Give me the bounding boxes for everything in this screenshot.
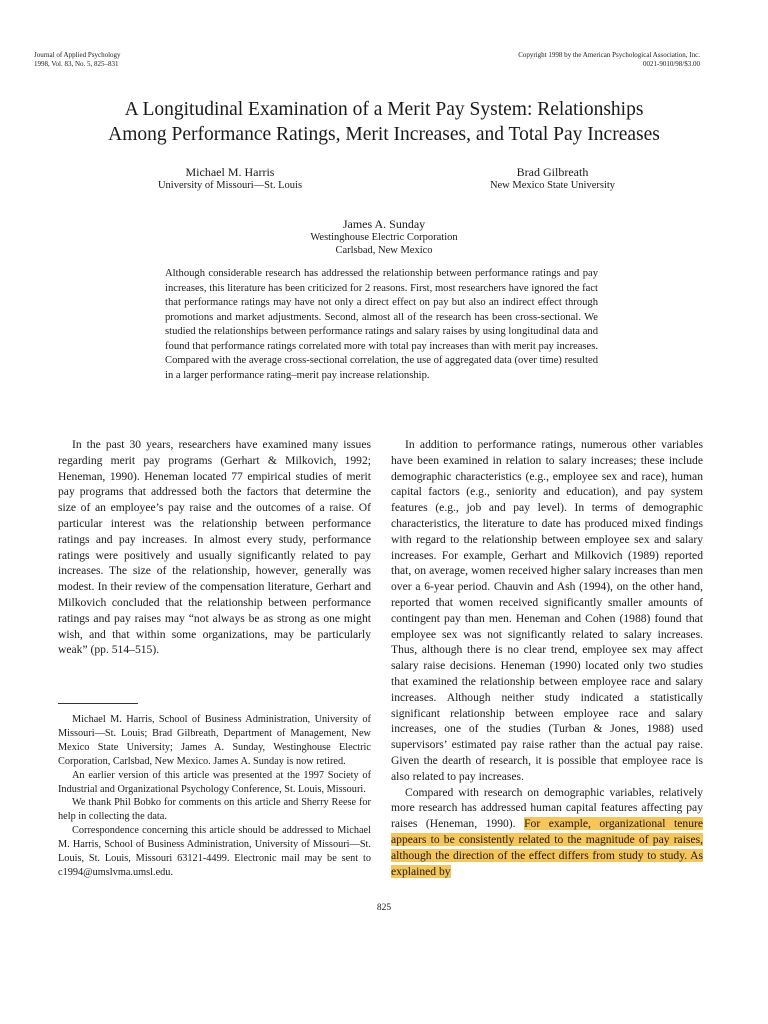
- copyright-header: [518, 51, 700, 68]
- footnote-divider: [58, 703, 138, 704]
- author-name: James A. Sunday: [342, 217, 426, 231]
- footnote-correspondence: Correspondence concerning this article should be addressed to Michael M. Harris, School of Business Administration, University of Missouri—St. Louis, St. Louis, Missouri 63121-4499. Electronic mail may be sent to c1994@umslvma.umsl.edu.: [58, 825, 371, 878]
- journal-volume: 1998, Vol. 83, No. 5, 825–831: [34, 59, 119, 68]
- copyright-line: Copyright 1998 by the American Psychological Association, Inc.: [518, 51, 700, 59]
- author-affiliation: University of Missouri—St. Louis: [157, 180, 303, 191]
- abstract: Although considerable research has addressed the relationship between performance ratings and pay increases, this literature has been criticized for 2 reasons. First, most researchers have ignored the fact that performance ratings may have not only a direct effect on pay but also an indirect effect through promotions and market adjustments. Second, almost all of the research has been cross-sectional. We studied the relationships between performance ratings and salary raises by using longitudinal data and found that performance ratings correlated more with total pay increases than with merit pay increases. Compared with the average cross-sectional correlation, the use of aggregated data (over time) resulted in a larger performance rating–merit pay increase relationship.: [165, 268, 598, 381]
- footnotes: [58, 713, 371, 880]
- highlighted-text[interactable]: For example, organizational tenure appears to be consistently related to the magnitude of pay raises, although the direction of the effect differs from study to study. As explained by: [391, 817, 703, 878]
- footnote-acknowledgments: We thank Phil Bobko for comments on this article and Sherry Reese for help in collecting the data.: [58, 797, 371, 823]
- body-paragraph: In addition to performance ratings, numerous other variables have been examined in relation to salary increases; these include demographic characteristics (e.g., employee sex and race), human capital factors (e.g., seniority and education), and pay system features (e.g., job and pay level). In terms of demographic characteristics, the literature to date has produced mixed findings with regard to the relationship between employee sex and salary increases. For example, Gerhart and Milkovich (1989) reported that, on average, women received higher salary increases than men over a 6-year period. Chauvin and Ash (1994), on the other hand, reported that women received significantly smaller amounts of contingent pay than men. Heneman and Cohen (1988) found that employee sex was not significantly related to salary increases. Thus, although there is no clear trend, employee sex may affect salary raise decisions. Heneman (1990) located only two studies that examined the relationship between employee race and salary increases. Although neither study indicated a statistically significant relationship between employee race and salary increases, one of the studies (Turban & Jones, 1988) used supervisors’ estimated pay raise rather than the actual pay raise. Given the dearth of research, it is possible that employee race is also related to pay increases.: [391, 438, 703, 783]
- title-line-1: A Longitudinal Examination of a Merit Pay System: Relationships: [124, 99, 644, 120]
- article-code: 0021-9010/98/$3.00: [643, 59, 700, 68]
- author-location: Carlsbad, New Mexico: [335, 245, 433, 256]
- author-3: [234, 217, 534, 257]
- author-affiliation: Westinghouse Electric Corporation: [310, 232, 458, 243]
- footnote-affiliations: Michael M. Harris, School of Business Administration, University of Missouri—St. Louis; Brad Gilbreath, Department of Management, New Mexico State University; James A. Sunday, Westinghouse Electric Corporation, Carlsbad, New Mexico. James A. Sunday is now retired.: [58, 714, 371, 767]
- article-title: [20, 97, 748, 147]
- body-paragraph: In the past 30 years, researchers have examined many issues regarding merit pay programs (Gerhart & Milkovich, 1992; Heneman, 1990). Heneman located 77 empirical studies of merit pay programs that addressed both the factors that determine the size of an employee’s pay raise and the outcomes of a raise. Of particular interest was the relationship between performance ratings and pay increases. In almost every study, performance ratings were positively and usually significantly related to pay increases. The size of the relationship, however, generally was modest. In their review of the compensation literature, Gerhart and Milkovich concluded that the relationship between performance ratings and pay raises may “not always be as strong as one might wish, and that within some organizations, may be particularly weak” (pp. 514–515).: [58, 438, 371, 657]
- author-name: Michael M. Harris: [185, 165, 275, 179]
- right-column: [391, 437, 703, 879]
- title-line-2: Among Performance Ratings, Merit Increases, and Total Pay Increases: [108, 124, 660, 145]
- page-number: 825: [376, 903, 392, 913]
- journal-header: [34, 51, 121, 68]
- author-name: Brad Gilbreath: [516, 165, 589, 179]
- footnote-presentation: An earlier version of this article was presented at the 1997 Society of Industrial and Organizational Psychology Conference, St. Louis, Missouri.: [58, 769, 371, 795]
- author-affiliation: New Mexico State University: [489, 180, 616, 191]
- paragraph-text: Compared with research on demographic variables, relatively more research has addressed human capital features affecting pay raises (Heneman, 1990).: [391, 785, 703, 831]
- journal-name: Journal of Applied Psychology: [34, 51, 121, 59]
- body-paragraph-2: [391, 785, 703, 880]
- left-column: [58, 437, 371, 658]
- author-1: [100, 165, 360, 192]
- author-2: [420, 165, 685, 192]
